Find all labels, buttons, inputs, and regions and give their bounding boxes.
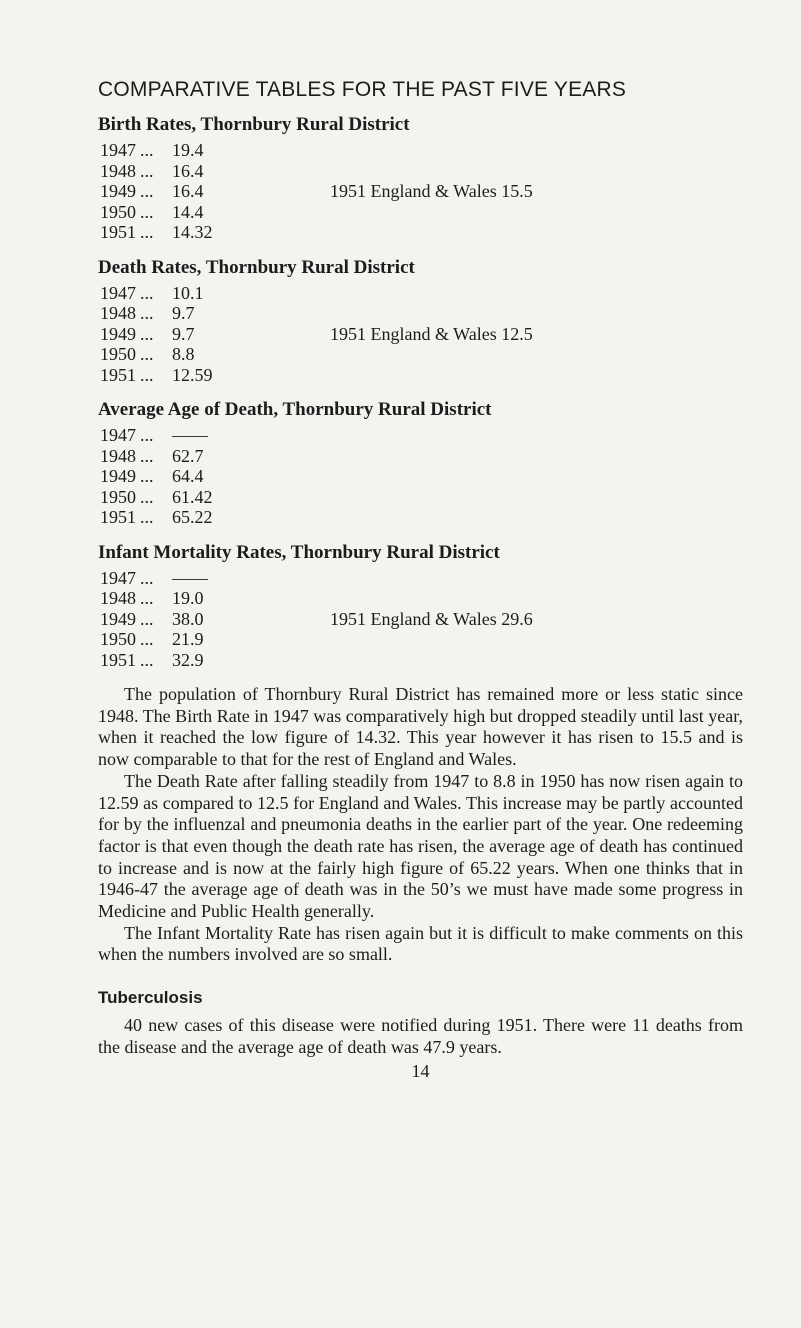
table-row bbox=[100, 588, 743, 609]
paragraph-death-rate: The Death Rate after falling steadily from 1947 to 8.8 in 1950 has now risen again to 12.59 as compared to 12.5 for England and Wales. This increase may be partly accounted for by the influenzal and pneumonia deaths in the earlier part of the year. One redeeming factor is that even though the death rate has risen, the average age of death has continued to increase and is now at the fairly high figure of 65.22 years. When one thinks that in 1946-47 the average age of death was in the 50’s we must have made some progress in Medicine and Public Health generally. bbox=[98, 770, 743, 922]
leader-dots: ... bbox=[140, 608, 154, 629]
year-cell: 1950 bbox=[100, 201, 136, 222]
value-cell: —— bbox=[172, 425, 208, 445]
commentary bbox=[98, 684, 743, 966]
year-cell: 1949 bbox=[100, 466, 136, 486]
value-cell: 65.22 bbox=[172, 507, 213, 527]
leader-dots: ... bbox=[140, 588, 154, 608]
year-cell: 1950 bbox=[100, 344, 136, 364]
leader-dots: ... bbox=[140, 466, 154, 486]
table-row bbox=[100, 365, 743, 386]
section-heading: Average Age of Death, Thornbury Rural District bbox=[98, 399, 492, 420]
leader-dots: ... bbox=[140, 323, 154, 344]
year-cell: 1947 bbox=[100, 425, 136, 445]
paragraph-infant-mortality: The Infant Mortality Rate has risen again but it is difficult to make comments on this when the numbers involved are so small. bbox=[98, 922, 743, 965]
leader-dots: ... bbox=[140, 567, 154, 588]
table-section bbox=[98, 114, 743, 243]
tuberculosis-text: 40 new cases of this disease were notified during 1951. There were 11 deaths from the disease and the average age of death was 47.9 years. bbox=[98, 1015, 743, 1057]
year-cell: 1947 bbox=[100, 282, 136, 303]
page-number: 14 bbox=[411, 1060, 430, 1081]
leader-dots: ... bbox=[140, 445, 154, 466]
paragraph-population: The population of Thornbury Rural District has remained more or less static since 1948. The Birth Rate in 1947 was comparatively high but dropped steadily until last year, when it reached the low figure of 14.32. This year however it has risen to 15.5 and is now comparable to that for the rest of England and Wales. bbox=[98, 684, 743, 770]
table-row bbox=[100, 140, 743, 161]
leader-dots: ... bbox=[140, 344, 154, 364]
leader-dots: ... bbox=[140, 425, 154, 445]
value-cell: 21.9 bbox=[172, 629, 204, 649]
table-row bbox=[100, 303, 743, 324]
leader-dots: ... bbox=[140, 140, 154, 160]
value-cell: 16.4 bbox=[172, 181, 204, 201]
table-row bbox=[100, 507, 743, 528]
leader-dots: ... bbox=[140, 160, 154, 181]
section-heading: Infant Mortality Rates, Thornbury Rural District bbox=[98, 541, 500, 563]
table-row bbox=[100, 466, 743, 487]
year-cell: 1948 bbox=[100, 160, 136, 181]
document-page bbox=[98, 78, 743, 1082]
year-cell: 1948 bbox=[100, 445, 136, 466]
value-cell: 32.9 bbox=[172, 649, 204, 670]
england-wales-comparison: 1951 England & Wales 15.5 bbox=[330, 181, 533, 201]
year-cell: 1951 bbox=[100, 364, 136, 385]
leader-dots: ... bbox=[140, 364, 154, 385]
value-cell: 8.8 bbox=[172, 344, 195, 364]
value-cell: 9.7 bbox=[172, 323, 195, 344]
year-cell: 1950 bbox=[100, 629, 136, 649]
table-row bbox=[100, 487, 743, 508]
year-cell: 1947 bbox=[100, 140, 136, 160]
value-cell: 62.7 bbox=[172, 445, 204, 466]
leader-dots: ... bbox=[140, 629, 154, 649]
table-row bbox=[100, 629, 743, 650]
leader-dots: ... bbox=[140, 282, 154, 303]
tuberculosis-heading: Tuberculosis bbox=[98, 988, 203, 1008]
year-cell: 1947 bbox=[100, 567, 136, 588]
year-cell: 1949 bbox=[100, 181, 136, 201]
table-row bbox=[100, 446, 743, 467]
value-cell: 38.0 bbox=[172, 608, 204, 629]
rate-rows bbox=[98, 140, 743, 243]
value-cell: —— bbox=[172, 567, 208, 588]
table-row bbox=[100, 202, 743, 223]
rate-rows bbox=[98, 425, 743, 528]
value-cell: 12.59 bbox=[172, 364, 213, 385]
value-cell: 14.32 bbox=[172, 222, 213, 242]
england-wales-comparison: 1951 England & Wales 12.5 bbox=[330, 323, 533, 344]
year-cell: 1949 bbox=[100, 608, 136, 629]
leader-dots: ... bbox=[140, 201, 154, 222]
table-section bbox=[98, 257, 743, 386]
table-row bbox=[100, 425, 743, 446]
value-cell: 10.1 bbox=[172, 282, 204, 303]
year-cell: 1948 bbox=[100, 588, 136, 608]
leader-dots: ... bbox=[140, 649, 154, 670]
page-title: COMPARATIVE TABLES FOR THE PAST FIVE YEARS bbox=[98, 78, 627, 101]
leader-dots: ... bbox=[140, 507, 154, 527]
table-row bbox=[100, 650, 743, 671]
year-cell: 1949 bbox=[100, 323, 136, 344]
section-heading: Birth Rates, Thornbury Rural District bbox=[98, 114, 410, 135]
leader-dots: ... bbox=[140, 222, 154, 242]
leader-dots: ... bbox=[140, 303, 154, 323]
value-cell: 61.42 bbox=[172, 486, 213, 507]
table-row bbox=[100, 344, 743, 365]
year-cell: 1951 bbox=[100, 222, 136, 242]
rate-rows bbox=[98, 283, 743, 386]
section-heading: Death Rates, Thornbury Rural District bbox=[98, 256, 415, 278]
comparative-tables bbox=[98, 114, 743, 670]
year-cell: 1951 bbox=[100, 649, 136, 670]
value-cell: 9.7 bbox=[172, 303, 195, 323]
table-row bbox=[100, 161, 743, 182]
leader-dots: ... bbox=[140, 181, 154, 201]
table-row bbox=[100, 222, 743, 243]
year-cell: 1951 bbox=[100, 507, 136, 527]
leader-dots: ... bbox=[140, 486, 154, 507]
table-section bbox=[98, 542, 743, 671]
rate-rows bbox=[98, 568, 743, 671]
value-cell: 14.4 bbox=[172, 201, 204, 222]
england-wales-comparison: 1951 England & Wales 29.6 bbox=[330, 608, 533, 629]
value-cell: 64.4 bbox=[172, 466, 204, 486]
table-row bbox=[100, 568, 743, 589]
value-cell: 16.4 bbox=[172, 160, 204, 181]
year-cell: 1948 bbox=[100, 303, 136, 323]
year-cell: 1950 bbox=[100, 486, 136, 507]
value-cell: 19.4 bbox=[172, 140, 204, 160]
table-row bbox=[100, 283, 743, 304]
value-cell: 19.0 bbox=[172, 588, 204, 608]
table-section bbox=[98, 399, 743, 528]
